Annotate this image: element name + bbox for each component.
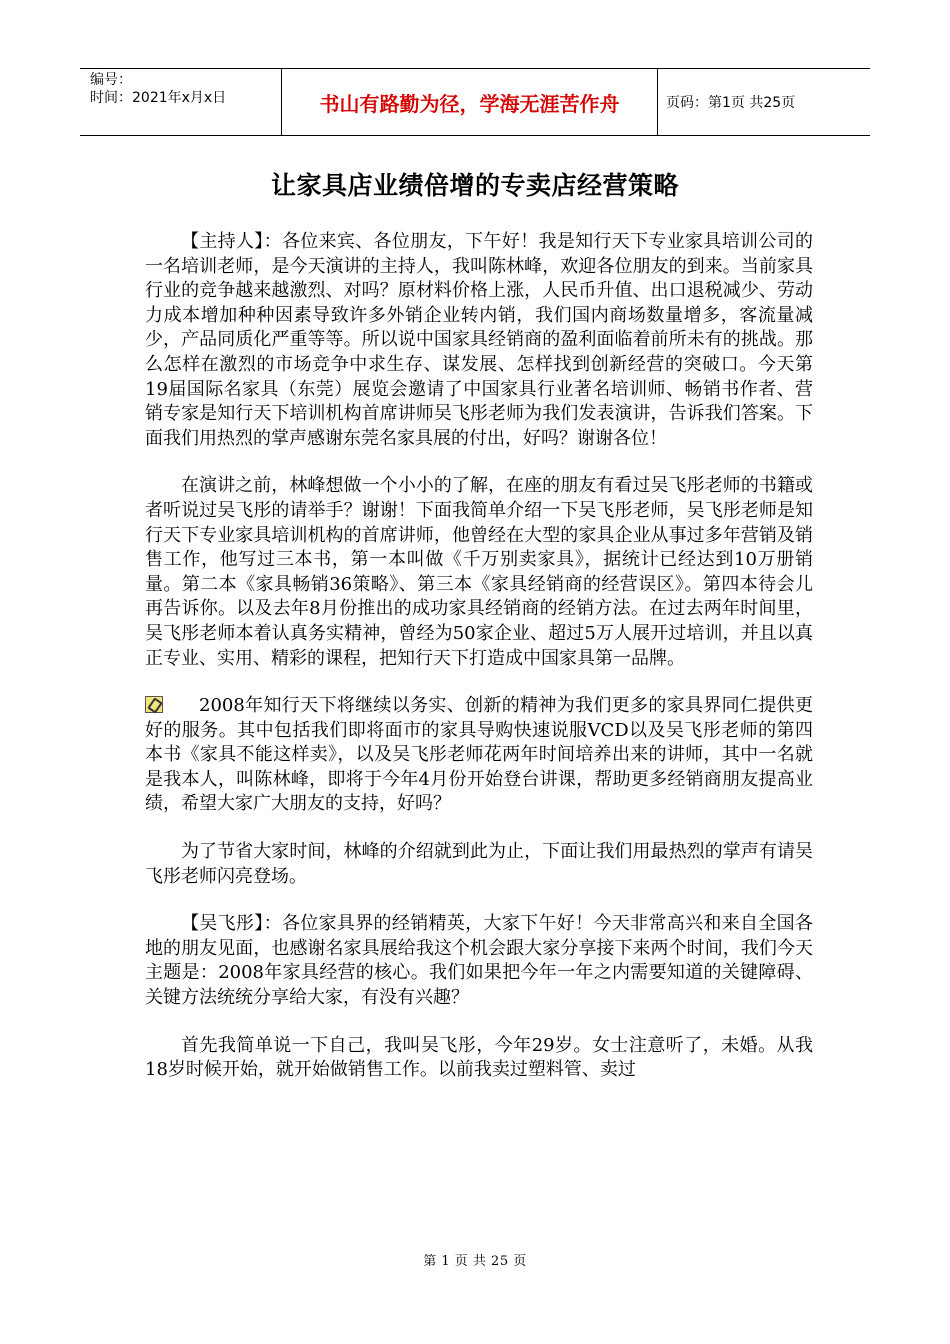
paragraph-wu-self: 首先我简单说一下自己，我叫吴飞彤，今年29岁。女士注意听了，未婚。从我18岁时候开始，就开始做销售工作。以前我卖过塑料管、卖过	[145, 1034, 813, 1081]
header-table	[80, 68, 870, 136]
page-footer: 第 1 页 共 25 页	[423, 1254, 527, 1269]
document-body	[145, 230, 813, 1106]
paragraph-invite: 为了节省大家时间，林峰的介绍就到此为止，下面让我们用最热烈的掌声有请吴飞彤老师闪亮登场。	[145, 841, 813, 887]
header-meta	[80, 69, 282, 135]
paragraph-wu-greeting: 【吴飞彤】：各位家具界的经销精英，大家下午好！今天非常高兴和来自全国各地的朋友见面，也感谢名家具展给我这个机会跟大家分享接下来两个时间，我们今天主题是：2008年家具经营的核心。我们如果把今年一年之内需要知道的关键障碍、关键方法统统分享给大家，有没有兴趣？	[145, 913, 813, 1009]
header-page-info: 页码：第1页 共25页	[666, 95, 796, 111]
paragraph-2008-plan-text: 2008年知行天下将继续以务实、创新的精神为我们更多的家具界同仁提供更好的服务。其中包括我们即将面市的家具导购快速说服VCD以及吴飞彤老师的第四本书《家具不能这样卖》，以及吴飞彤老师花两年时间培养出来的讲师，其中一名就是我本人，叫陈林峰，即将于今年4月份开始登台讲课，帮助更多经销商朋友提高业绩，希望大家广大朋友的支持，好吗？	[145, 695, 813, 815]
number-label: 编号：	[90, 72, 132, 88]
time-label: 时间：2021年x月x日	[90, 90, 227, 106]
paragraph-speaker-intro: 在演讲之前，林峰想做一个小小的了解，在座的朋友有看过吴飞彤老师的书籍或者听说过吴飞彤的请举手？谢谢！下面我简单介绍一下吴飞彤老师，吴飞彤老师是知行天下专业家具培训机构的首席讲师，他曾经在大型的家具企业从事过多年营销及销售工作，他写过三本书，第一本叫做《千万别卖家具》，据统计已经达到10万册销量。第二本《家具畅销36策略》、第三本《家具经销商的经营误区》。第四本待会儿再告诉你。以及去年8月份推出的成功家具经销商的经销方法。在过去两年时间里，吴飞彤老师本着认真务实精神，曾经为50家企业、超过5万人展开过培训，并且以真正专业、实用、精彩的课程，把知行天下打造成中国家具第一品牌。	[145, 475, 813, 669]
paragraph-2008-plan	[145, 694, 813, 817]
note-icon[interactable]	[145, 696, 163, 713]
document-title: 让家具店业绩倍增的专卖店经营策略	[270, 171, 679, 200]
paragraph-host-intro: 【主持人】：各位来宾、各位朋友，下午好！我是知行天下专业家具培训公司的一名培训老师，是今天演讲的主持人，我叫陈林峰，欢迎各位朋友的到来。当前家具行业的竞争越来越激烈、对吗？原材料价格上涨，人民币升值、出口退税减少、劳动力成本增加种种因素导致许多外销企业转内销，我们国内商场数量增多，客流量减少，产品同质化严重等等。所以说中国家具经销商的盈利面临着前所未有的挑战。那么怎样在激烈的市场竞争中求生存、谋发展、怎样找到创新经营的突破口。今天第19届国际名家具（东莞）展览会邀请了中国家具行业著名培训师、畅销书作者、营销专家是知行天下培训机构首席讲师吴飞彤老师为我们发表演讲，告诉我们答案。下面我们用热烈的掌声感谢东莞名家具展的付出，好吗？谢谢各位！	[145, 231, 813, 449]
header-motto: 书山有路勤为径，学海无涯苦作舟	[282, 69, 658, 135]
